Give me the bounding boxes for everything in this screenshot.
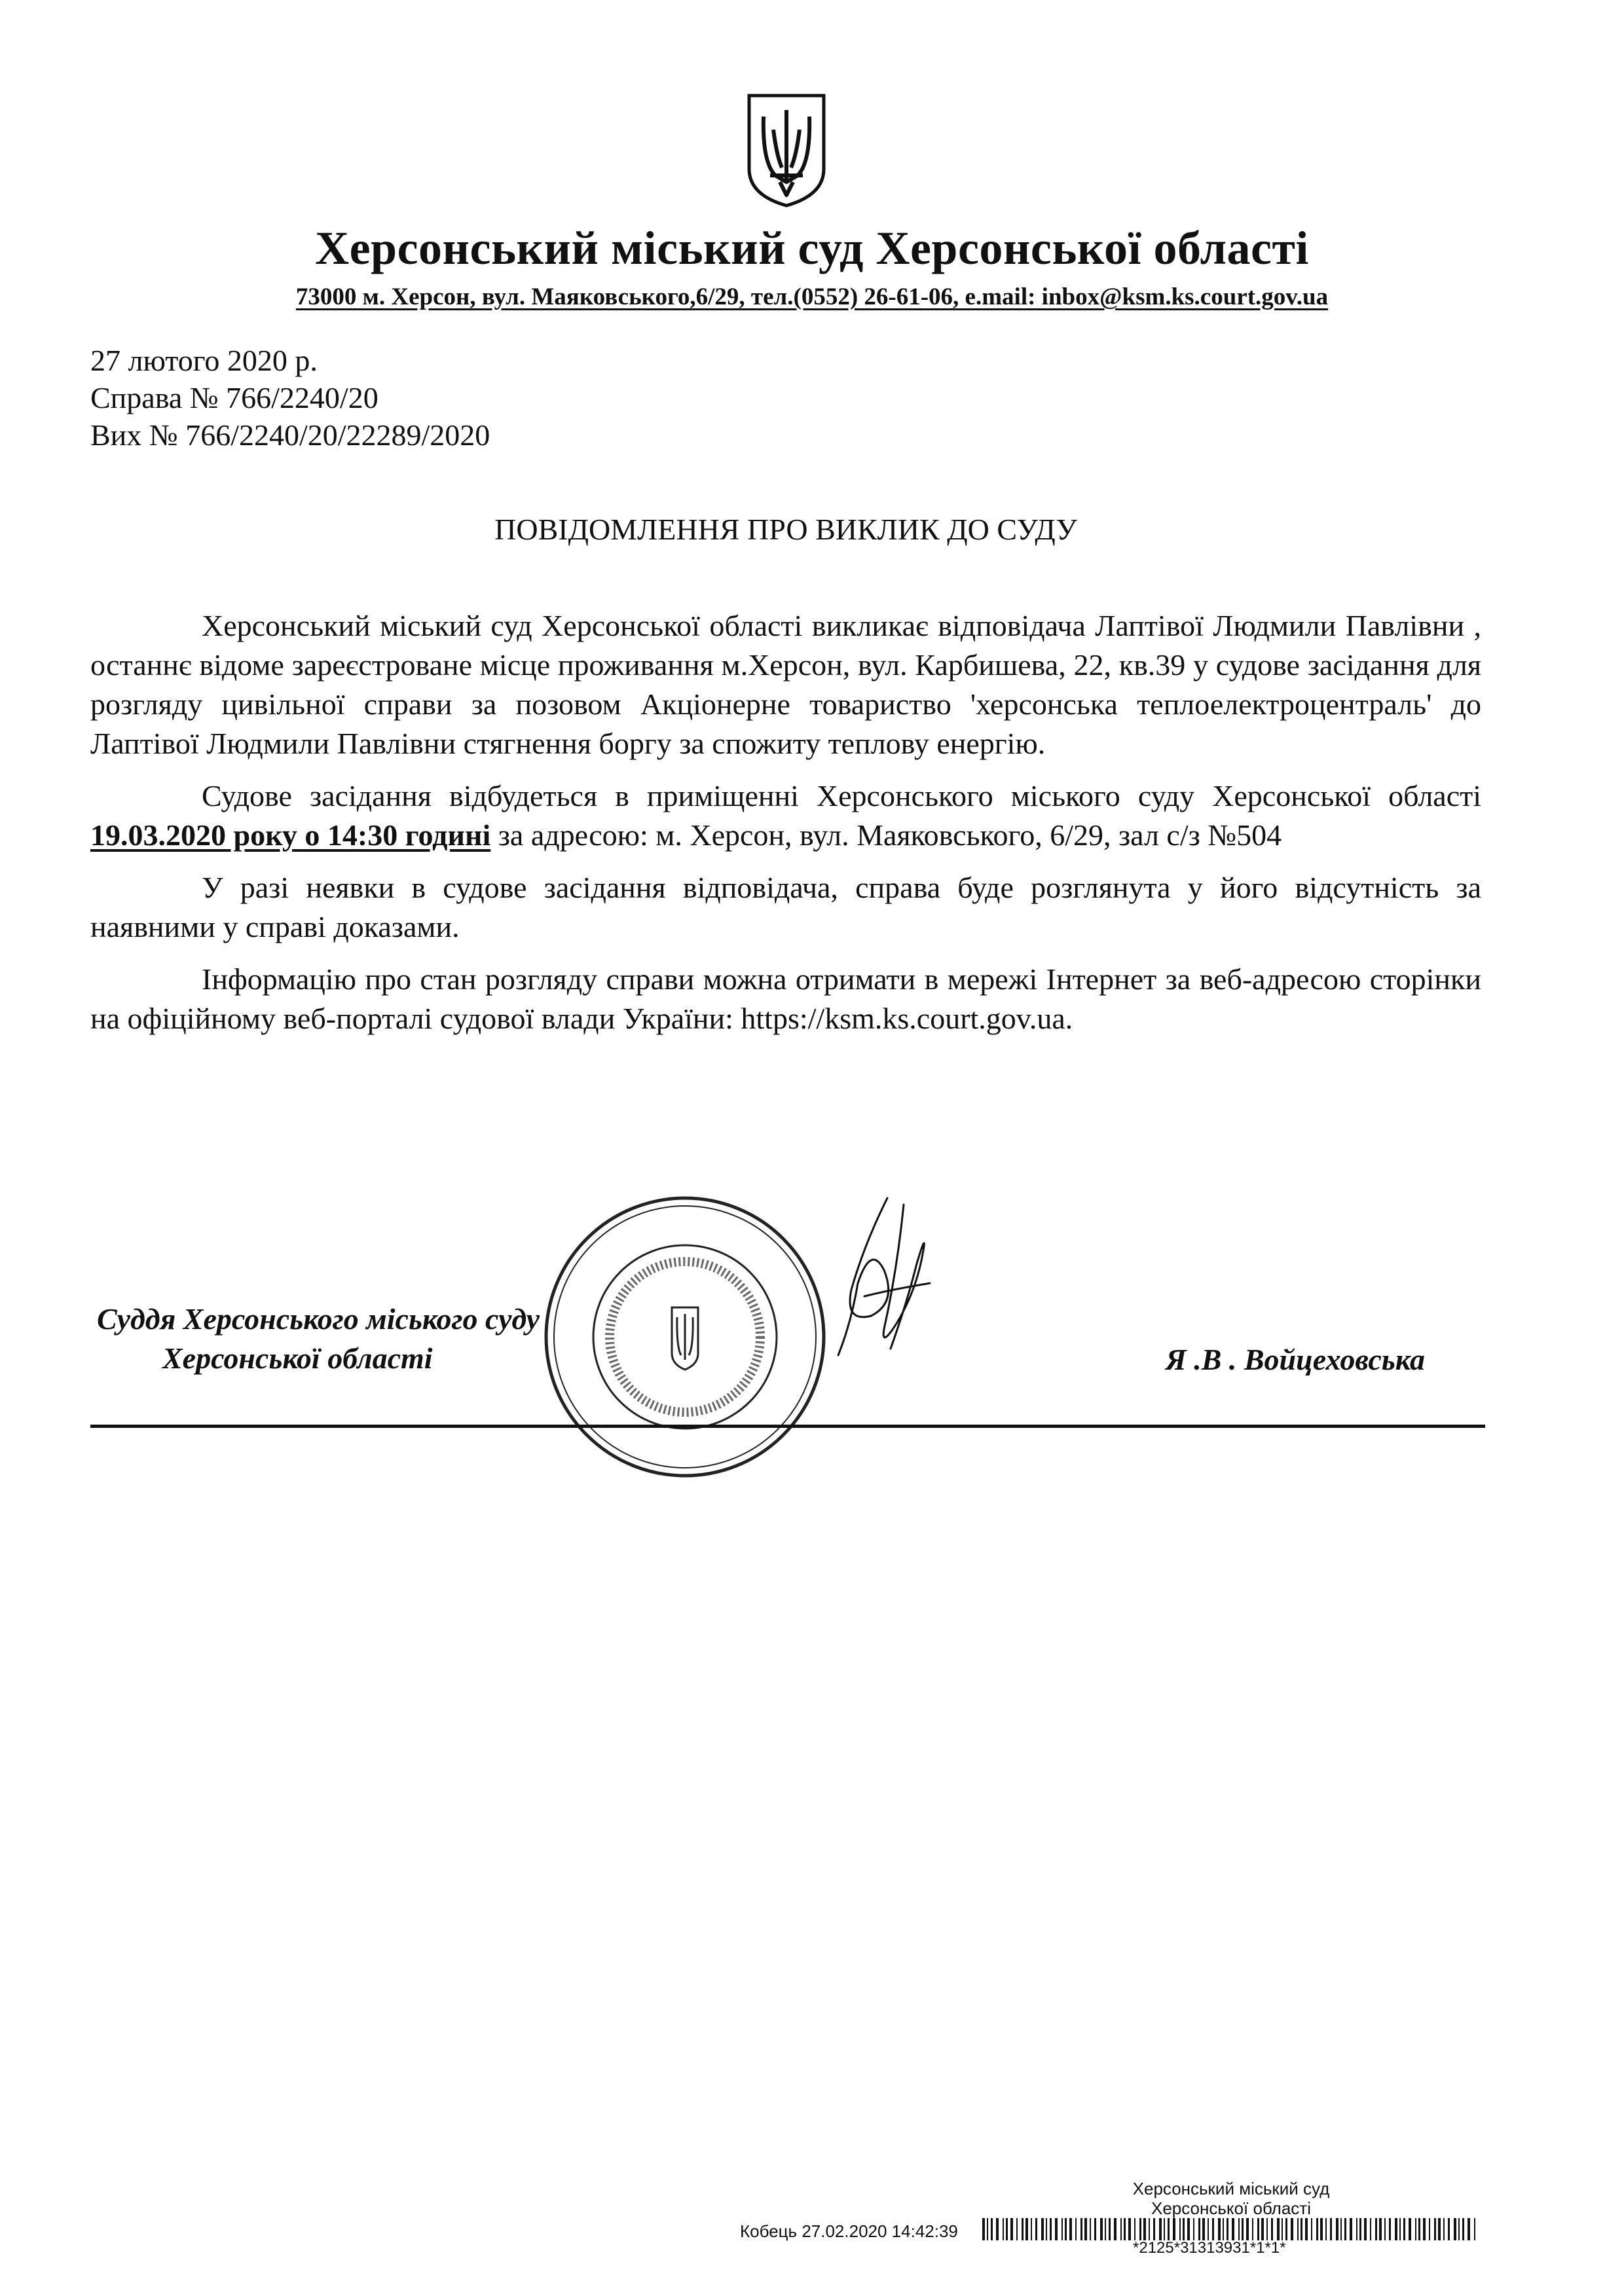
barcode-code: *2125*31313931*1*1* (1133, 2239, 1286, 2257)
document-date: 27 лютого 2020 р. (90, 344, 318, 377)
court-address (0, 283, 1624, 311)
paragraph-hearing (90, 776, 1481, 855)
document-title: ПОВІДОМЛЕННЯ ПРО ВИКЛИК ДО СУДУ (494, 513, 1077, 546)
signature-divider (90, 1425, 1485, 1428)
court-address-text: 73000 м. Херсон, вул. Маяковського,6/29, тел.(0552) 26-61-06, e.mail: inbox@ksm.ks.court.gov.ua (295, 283, 1329, 310)
paragraph-info: Інформацію про стан розгляду справи можна отримати в мережі Інтернет за веб-адресою сторінки на офіційному веб-порталі судової влади України: https://ksm.ks.court.gov.ua. (90, 962, 1481, 1035)
court-seal-icon (541, 1193, 829, 1481)
hearing-text-after: за адресою: м. Херсон, вул. Маяковського, 6/29, зал с/з №504 (490, 818, 1282, 852)
judge-name: Я .В . Войцеховська (1166, 1343, 1425, 1376)
judge-title (97, 1300, 540, 1378)
judge-title-line2: Херсонської області (162, 1341, 433, 1375)
outgoing-number: Вих № 766/2240/20/22289/2020 (90, 418, 490, 452)
court-name: Херсонський міський суд Херсонської області (315, 222, 1309, 274)
handwritten-signature-icon (825, 1192, 943, 1375)
footer-court (1061, 2179, 1401, 2218)
paragraph-summons: Херсонський міський суд Херсонської області викликає відповідача Лаптівої Людмили Павлівни , останнє відоме зареєстроване місце проживання м.Херсон, вул. Карбишева, 22, кв.39 у судове засідання для розгляду цивільної справи за позовом Акціонерне товариство 'херсонська теплоелектроцентраль' до Лаптівої Людмили Павлівни стягнення боргу за спожиту теплову енергію. (90, 609, 1481, 760)
judge-title-line1: Суддя Херсонського міського суду (97, 1302, 540, 1336)
document-meta (90, 342, 490, 454)
case-number: Справа № 766/2240/20 (90, 381, 378, 414)
hearing-text-before: Судове засідання відбудеться в приміщенні Херсонського міського суду Херсонської області (202, 779, 1481, 812)
operator-stamp: Кобець 27.02.2020 14:42:39 (740, 2221, 958, 2241)
hearing-datetime: 19.03.2020 року о 14:30 годині (90, 818, 491, 852)
document-body (90, 606, 1481, 1051)
footer-court-line2: Херсонської області (1151, 2198, 1311, 2218)
barcode-icon (982, 2218, 1480, 2240)
footer-court-line1: Херсонський міський суд (1132, 2179, 1330, 2198)
paragraph-absence: У разі неявки в судове засідання відповідача, справа буде розглянута у його відсутність за наявними у справі доказами. (90, 871, 1481, 943)
trident-icon (744, 90, 829, 208)
